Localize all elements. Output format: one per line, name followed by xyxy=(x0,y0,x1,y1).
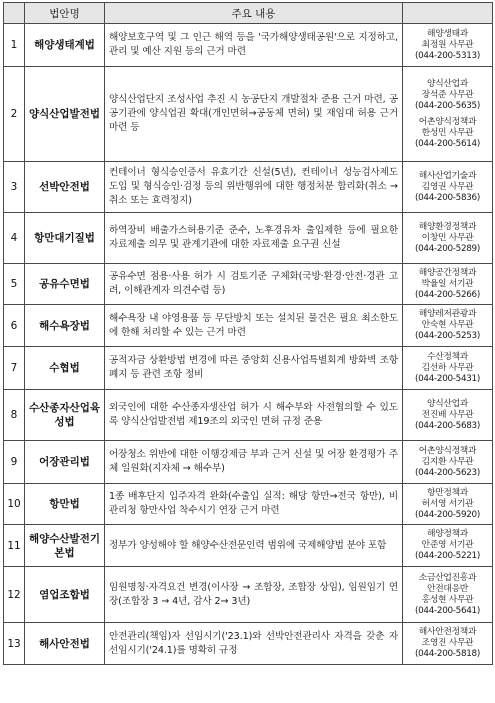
law-name: 선박안전법 xyxy=(25,162,105,213)
contact-line: (044-200-5614) xyxy=(415,138,480,149)
table-row xyxy=(4,390,493,441)
contact-line: (044-200-5920) xyxy=(415,509,480,520)
contact-line: (044-200-5836) xyxy=(415,192,480,203)
table-header-row xyxy=(4,3,493,24)
row-number: 12 xyxy=(4,567,25,623)
contact-cell xyxy=(403,162,493,213)
law-name: 양식산업발전법 xyxy=(25,67,105,162)
contact-line: 해사산업기술과 xyxy=(418,170,477,181)
contact-line: 안숙현 사무관 xyxy=(421,320,474,330)
contact-line: 허서영 서기관 xyxy=(421,498,474,509)
contact-person xyxy=(403,309,492,342)
main-content: 컨테이너 형식승인증서 유효기간 신설(5년), 컨테이너 성능검사제도 도입 및 형식승인·검정 등의 위반행위에 대한 행정처분 합리화(취소 → 취소 또는 효력정지) xyxy=(105,162,403,213)
bill-table-container xyxy=(3,2,492,665)
row-number: 10 xyxy=(4,484,25,525)
contact-cell xyxy=(403,264,493,305)
law-name: 수협법 xyxy=(25,347,105,390)
row-number: 5 xyxy=(4,264,25,305)
contact-person xyxy=(403,117,492,150)
main-content: 해수욕장 내 야영용품 등 무단방치 또는 설치된 물건은 필요 최소한도에 한해 처리할 수 있는 근거 마련 xyxy=(105,305,403,347)
contact-cell xyxy=(403,441,493,484)
row-number: 9 xyxy=(4,441,25,484)
law-name: 공유수면법 xyxy=(25,264,105,305)
row-number: 7 xyxy=(4,347,25,390)
main-content: 정부가 양성해야 할 해양수산전문인력 범위에 국제해양법 분야 포함 xyxy=(105,525,403,567)
contact-line: 해양정책과 xyxy=(427,529,468,539)
contact-line: (044-200-5641) xyxy=(415,605,480,616)
contact-person xyxy=(403,29,492,62)
row-number: 3 xyxy=(4,162,25,213)
contact-line: 홍성현 사무관 xyxy=(421,594,474,605)
contact-person xyxy=(403,529,492,562)
table-row xyxy=(4,264,493,305)
law-name: 어장관리법 xyxy=(25,441,105,484)
contact-line: 최정원 사무관 xyxy=(421,39,474,50)
contact-person xyxy=(403,399,492,432)
table-row xyxy=(4,162,493,213)
contact-line: 안준영 서기관 xyxy=(421,540,474,550)
contact-line: 항만정책과 xyxy=(427,487,468,498)
table-row xyxy=(4,213,493,264)
table-row xyxy=(4,347,493,390)
contact-line: 김지환 사무관 xyxy=(421,456,474,467)
contact-person xyxy=(403,573,492,617)
header-main-content: 주요 내용 xyxy=(105,3,403,24)
contact-line: (044-200-5253) xyxy=(415,331,480,341)
header-no xyxy=(4,3,25,24)
contact-line: (044-200-5313) xyxy=(415,50,480,61)
main-content: 1종 배후단지 입주자격 완화(수출입 실적: 해당 항만→전국 항만), 비관리청 항만사업 착수시기 연장 근거 마련 xyxy=(105,484,403,525)
contact-cell xyxy=(403,567,493,623)
contact-cell xyxy=(403,525,493,567)
header-law-name: 법안명 xyxy=(25,3,105,24)
law-name: 수산종자산업육성법 xyxy=(25,390,105,441)
header-contact xyxy=(403,3,493,24)
law-name: 염업조합법 xyxy=(25,567,105,623)
contact-person xyxy=(403,488,492,521)
contact-line: 양식산업과 xyxy=(427,78,468,89)
main-content: 어장청소 위반에 대한 이행강제금 부과 근거 신설 및 어장 환경평가 주체 일원화(지자체 → 해수부) xyxy=(105,441,403,484)
contact-line: (044-200-5635) xyxy=(415,100,480,111)
law-name: 항만대기질법 xyxy=(25,213,105,264)
table-row xyxy=(4,623,493,665)
law-name: 해양생태계법 xyxy=(25,24,105,67)
contact-line: (044-200-5221) xyxy=(415,551,480,561)
law-name: 해사안전법 xyxy=(25,623,105,665)
contact-person xyxy=(403,222,492,255)
row-number: 2 xyxy=(4,67,25,162)
contact-line: 조영진 사무관 xyxy=(421,638,474,648)
table-row xyxy=(4,567,493,623)
contact-line: 안전대응반 xyxy=(427,583,468,594)
contact-line: 해양레저관광과 xyxy=(418,309,477,319)
table-row xyxy=(4,305,493,347)
table-row xyxy=(4,484,493,525)
contact-line: 이창민 사무관 xyxy=(421,232,474,243)
bill-table xyxy=(3,2,493,665)
contact-person xyxy=(403,352,492,385)
contact-line: 소금산업진흥과 xyxy=(418,572,477,583)
contact-line: 김선하 사무관 xyxy=(421,362,474,373)
contact-cell xyxy=(403,484,493,525)
contact-line: (044-200-5266) xyxy=(415,289,480,300)
law-name: 해양수산발전기본법 xyxy=(25,525,105,567)
row-number: 4 xyxy=(4,213,25,264)
contact-person xyxy=(403,446,492,479)
contact-cell xyxy=(403,24,493,67)
main-content: 하역장비 배출가스허용기준 준수, 노후경유차 출입제한 등에 필요한 자료제출 의무 및 관계기관에 대한 자료제출 요구권 신설 xyxy=(105,213,403,264)
table-row xyxy=(4,525,493,567)
contact-line: 장석준 사무관 xyxy=(421,89,474,100)
row-number: 11 xyxy=(4,525,25,567)
contact-line: 해양환경정책과 xyxy=(418,221,477,232)
row-number: 13 xyxy=(4,623,25,665)
contact-person xyxy=(403,627,492,660)
contact-line: 해사안전정책과 xyxy=(418,627,477,637)
contact-person xyxy=(403,171,492,204)
table-body xyxy=(4,24,493,665)
contact-cell xyxy=(403,347,493,390)
table-row xyxy=(4,24,493,67)
main-content: 안전관리(책임)자 선임시기('23.1)와 선박안전관리사 자격을 갖춘 자 선임시기('24.1)를 명확히 규정 xyxy=(105,623,403,665)
contact-cell xyxy=(403,305,493,347)
table-row xyxy=(4,67,493,162)
main-content: 공유수면 점용·사용 허가 시 검토기준 구체화(국방·환경·안전·경관 고려, 이해관계자 의견수렴 등) xyxy=(105,264,403,305)
main-content: 해양보호구역 및 그 인근 해역 등을 '국가해양생태공원'으로 지정하고, 관리 및 예산 지원 등의 근거 마련 xyxy=(105,24,403,67)
table-row xyxy=(4,441,493,484)
contact-line: 한성민 사무관 xyxy=(421,127,474,138)
contact-person xyxy=(403,268,492,301)
contact-person xyxy=(403,79,492,112)
contact-line: 박율일 서기관 xyxy=(421,278,474,289)
law-name: 해수욕장법 xyxy=(25,305,105,347)
contact-line: 김영권 사무관 xyxy=(421,181,474,192)
contact-cell xyxy=(403,213,493,264)
contact-line: 어촌양식정책과 xyxy=(418,445,477,456)
contact-line: 수산정책과 xyxy=(427,351,468,362)
main-content: 외국인에 대한 수산종자생산업 허가 시 해수부와 사전협의할 수 있도록 양식산업발전법 제19조의 외국인 면허 규정 준용 xyxy=(105,390,403,441)
contact-line: (044-200-5818) xyxy=(415,649,480,659)
row-number: 1 xyxy=(4,24,25,67)
law-name: 항만법 xyxy=(25,484,105,525)
row-number: 6 xyxy=(4,305,25,347)
contact-line: (044-200-5623) xyxy=(415,467,480,478)
main-content: 공적자금 상환방법 변경에 따른 중앙회 신용사업특별회계 방화벽 조항 폐지 등 관련 조항 정비 xyxy=(105,347,403,390)
contact-line: 전진배 사무관 xyxy=(421,409,474,420)
contact-cell xyxy=(403,390,493,441)
contact-line: 어촌양식정책과 xyxy=(418,116,477,127)
contact-cell xyxy=(403,67,493,162)
contact-line: 해양공간정책과 xyxy=(418,267,477,278)
main-content: 임원명칭·자격요건 변경(이사장 → 조합장, 조합장 상임), 임원임기 연장(조합장 3 → 4년, 감사 2→ 3년) xyxy=(105,567,403,623)
contact-cell xyxy=(403,623,493,665)
contact-line: 해양생태과 xyxy=(427,28,468,39)
contact-line: (044-200-5289) xyxy=(415,243,480,254)
contact-line: (044-200-5431) xyxy=(415,373,480,384)
main-content: 양식산업단지 조성사업 추진 시 농공단지 개발절차 준용 근거 마련, 공공기관에 양식업권 확대(개인면허→공동체 면허) 및 재임대 허용 근거 마련 등 xyxy=(105,67,403,162)
contact-line: 양식산업과 xyxy=(427,398,468,409)
contact-line: (044-200-5683) xyxy=(415,420,480,431)
row-number: 8 xyxy=(4,390,25,441)
